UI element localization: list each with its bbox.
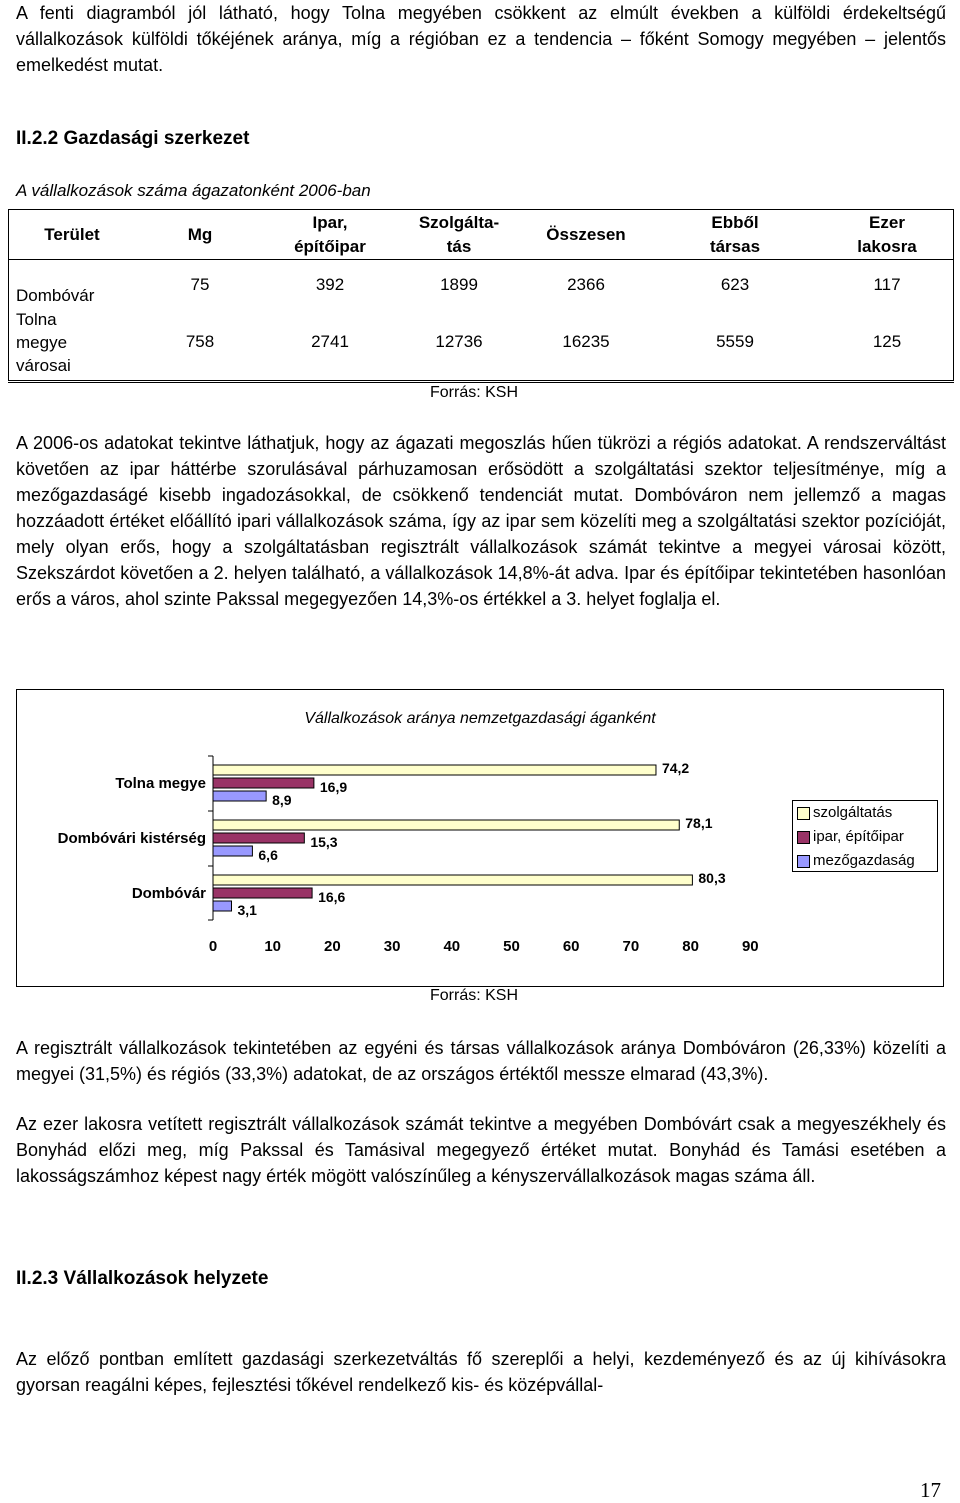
value-cell: 16235 (562, 332, 610, 351)
category-label: Tolna megye (115, 775, 206, 792)
header-cell: Összesen (546, 225, 626, 244)
category-label: Dombóvári kistérség (57, 830, 206, 847)
chart-title: Vállalkozások aránya nemzetgazdasági áganként (304, 710, 656, 727)
bar-data-label: 15,3 (310, 834, 338, 850)
table-header-row (8, 210, 954, 260)
section-title: Vállalkozások helyzete (63, 1268, 269, 1289)
value-cell: 2366 (567, 275, 605, 294)
bar-data-label: 78,1 (685, 815, 713, 831)
chart-source: Forrás: KSH (430, 987, 519, 1004)
value-cell: 75 (190, 275, 210, 294)
header-cell: Szolgálta- tás (418, 213, 500, 256)
section-heading-gazdasagi-szerkezet (16, 128, 249, 150)
header-cell: Ipar, építőipar (294, 213, 366, 256)
value-cell: 623 (720, 275, 750, 294)
bar (213, 846, 252, 856)
bar-data-label: 80,3 (698, 870, 726, 886)
sector-share-chart (16, 689, 944, 987)
bar (213, 791, 266, 801)
paragraph-sector-analysis: A 2006-os adatokat tekintve láthatjuk, hogy az ágazati megoszlás hűen tükrözi a régiós adatokat. A rendszerváltást követően az ipar háttérbe szorulásával párhuzamosan erősödött a szolgáltatási szektor teljesítménye, míg a mezőgazdaságé kisebb ingadozásokkal, de csökkenő tendenciát mutat. Dombóváron nem jellemző a magas hozzáadott értéket előállító ipari vállalkozások száma, így az ipar sem közelíti meg a szolgáltatási szektor pozícióját, mely olyan erős, hogy a szolgáltatásban regisztrált vállalkozások számát tekintve a megyei városai között, Szekszárdot követően a 2. helyen található, a vállalkozások 14,8%-át adva. Ipar és építőipar tekintetében hasonlóan erős a város, ahol szinte Pakssal megegyezően 14,3%-os értékkel a 3. helyet foglalja el. (16, 433, 946, 609)
x-tick-label: 40 (443, 938, 461, 955)
bar-data-label: 8,9 (272, 792, 292, 808)
table-row (8, 260, 954, 306)
legend-swatch (797, 855, 810, 868)
paragraph-per-thousand: Az ezer lakosra vetített regisztrált vállalkozások számát tekintve a megyében Dombóvárt csak a megyeszékhely és Bonyhád előzi meg, míg Pakssal és Tamásival megegyező értéket mutat. Bonyhád és Tamási esetében a lakosságszámhoz képest nagy érték mögött valószínűleg a kényszervállalkozások magas száma áll. (16, 1114, 946, 1186)
value-cell: 2741 (311, 332, 349, 351)
x-tick-label: 70 (622, 938, 640, 955)
header-cell: Mg (187, 225, 213, 244)
bar-data-label: 3,1 (237, 902, 257, 918)
bar (213, 778, 314, 788)
bar (213, 888, 312, 898)
value-cell: 5559 (716, 332, 754, 351)
table-header-divider (8, 259, 954, 260)
bar-data-label: 6,6 (258, 847, 278, 863)
section-number: II.2.2 (16, 128, 59, 149)
value-cell: 758 (185, 332, 215, 351)
x-tick-label: 0 (208, 938, 218, 955)
intro-paragraph: A fenti diagramból jól látható, hogy Tolna megyében csökkent az elmúlt években a külföldi érdekeltségű vállalkozások külföldi tőkéjének aránya, míg a régióban ez a tendencia – főként Somogy megyében – jelentős emelkedést mutat. (16, 3, 946, 75)
bar-data-label: 16,6 (318, 889, 346, 905)
section-heading-vallalkozasok-helyzete (16, 1268, 268, 1290)
legend-swatch (797, 831, 810, 844)
section-title: Gazdasági szerkezet (63, 128, 250, 149)
bar (213, 875, 692, 885)
section-number: II.2.3 (16, 1268, 59, 1289)
paragraph-structural-change: Az előző pontban említett gazdasági szerkezetváltás fő szereplői a helyi, kezdeményező és az új kihívásokra gyorsan reagálni képes, fejlesztési tőkével rendelkező kis- és középvállal- (16, 1349, 946, 1395)
chart-legend (792, 800, 938, 872)
table-source: Forrás: KSH (430, 384, 519, 401)
legend-label: szolgáltatás (813, 804, 893, 821)
header-cell: Ebből társas (709, 213, 761, 256)
table-caption: A vállalkozások száma ágazatonként 2006-ban (16, 181, 371, 200)
x-tick-label: 80 (682, 938, 699, 955)
page-number: 17 (920, 1478, 941, 1502)
enterprise-sector-table (8, 210, 954, 383)
x-tick-label: 20 (324, 938, 341, 955)
value-cell: 1899 (440, 275, 478, 294)
legend-label: mezőgazdaság (813, 852, 915, 869)
bar-data-label: 16,9 (319, 779, 348, 795)
paragraph-registered-enterprises: A regisztrált vállalkozások tekintetében az egyéni és társas vállalkozások aránya Dombóváron (26,33%) közelíti a megyei (31,5%) és régiós (33,3%) adatokat, de az országos értéktől messze elmarad (43,3%). (16, 1038, 946, 1084)
bar (213, 820, 679, 830)
header-cell: Terület (44, 225, 100, 244)
bar-data-label: 74,2 (661, 760, 690, 776)
bar (213, 765, 656, 775)
bar (213, 901, 232, 911)
value-cell: 12736 (435, 332, 483, 351)
value-cell: 117 (873, 275, 901, 294)
x-tick-label: 10 (264, 938, 282, 955)
x-tick-label: 30 (383, 938, 401, 955)
table-row (8, 306, 954, 382)
value-cell: 392 (315, 275, 345, 294)
header-cell: Ezer lakosra (857, 213, 917, 256)
legend-swatch (797, 807, 810, 820)
x-tick-label: 50 (503, 938, 520, 955)
x-tick-label: 60 (562, 938, 580, 955)
category-label: Dombóvár (131, 885, 206, 902)
legend-label: ipar, építőipar (813, 828, 904, 845)
area-cell: Tolna megye városai (16, 310, 71, 375)
bar (213, 833, 304, 843)
area-cell: Dombóvár (16, 286, 95, 305)
x-tick-label: 90 (741, 938, 759, 955)
value-cell: 125 (872, 332, 902, 351)
